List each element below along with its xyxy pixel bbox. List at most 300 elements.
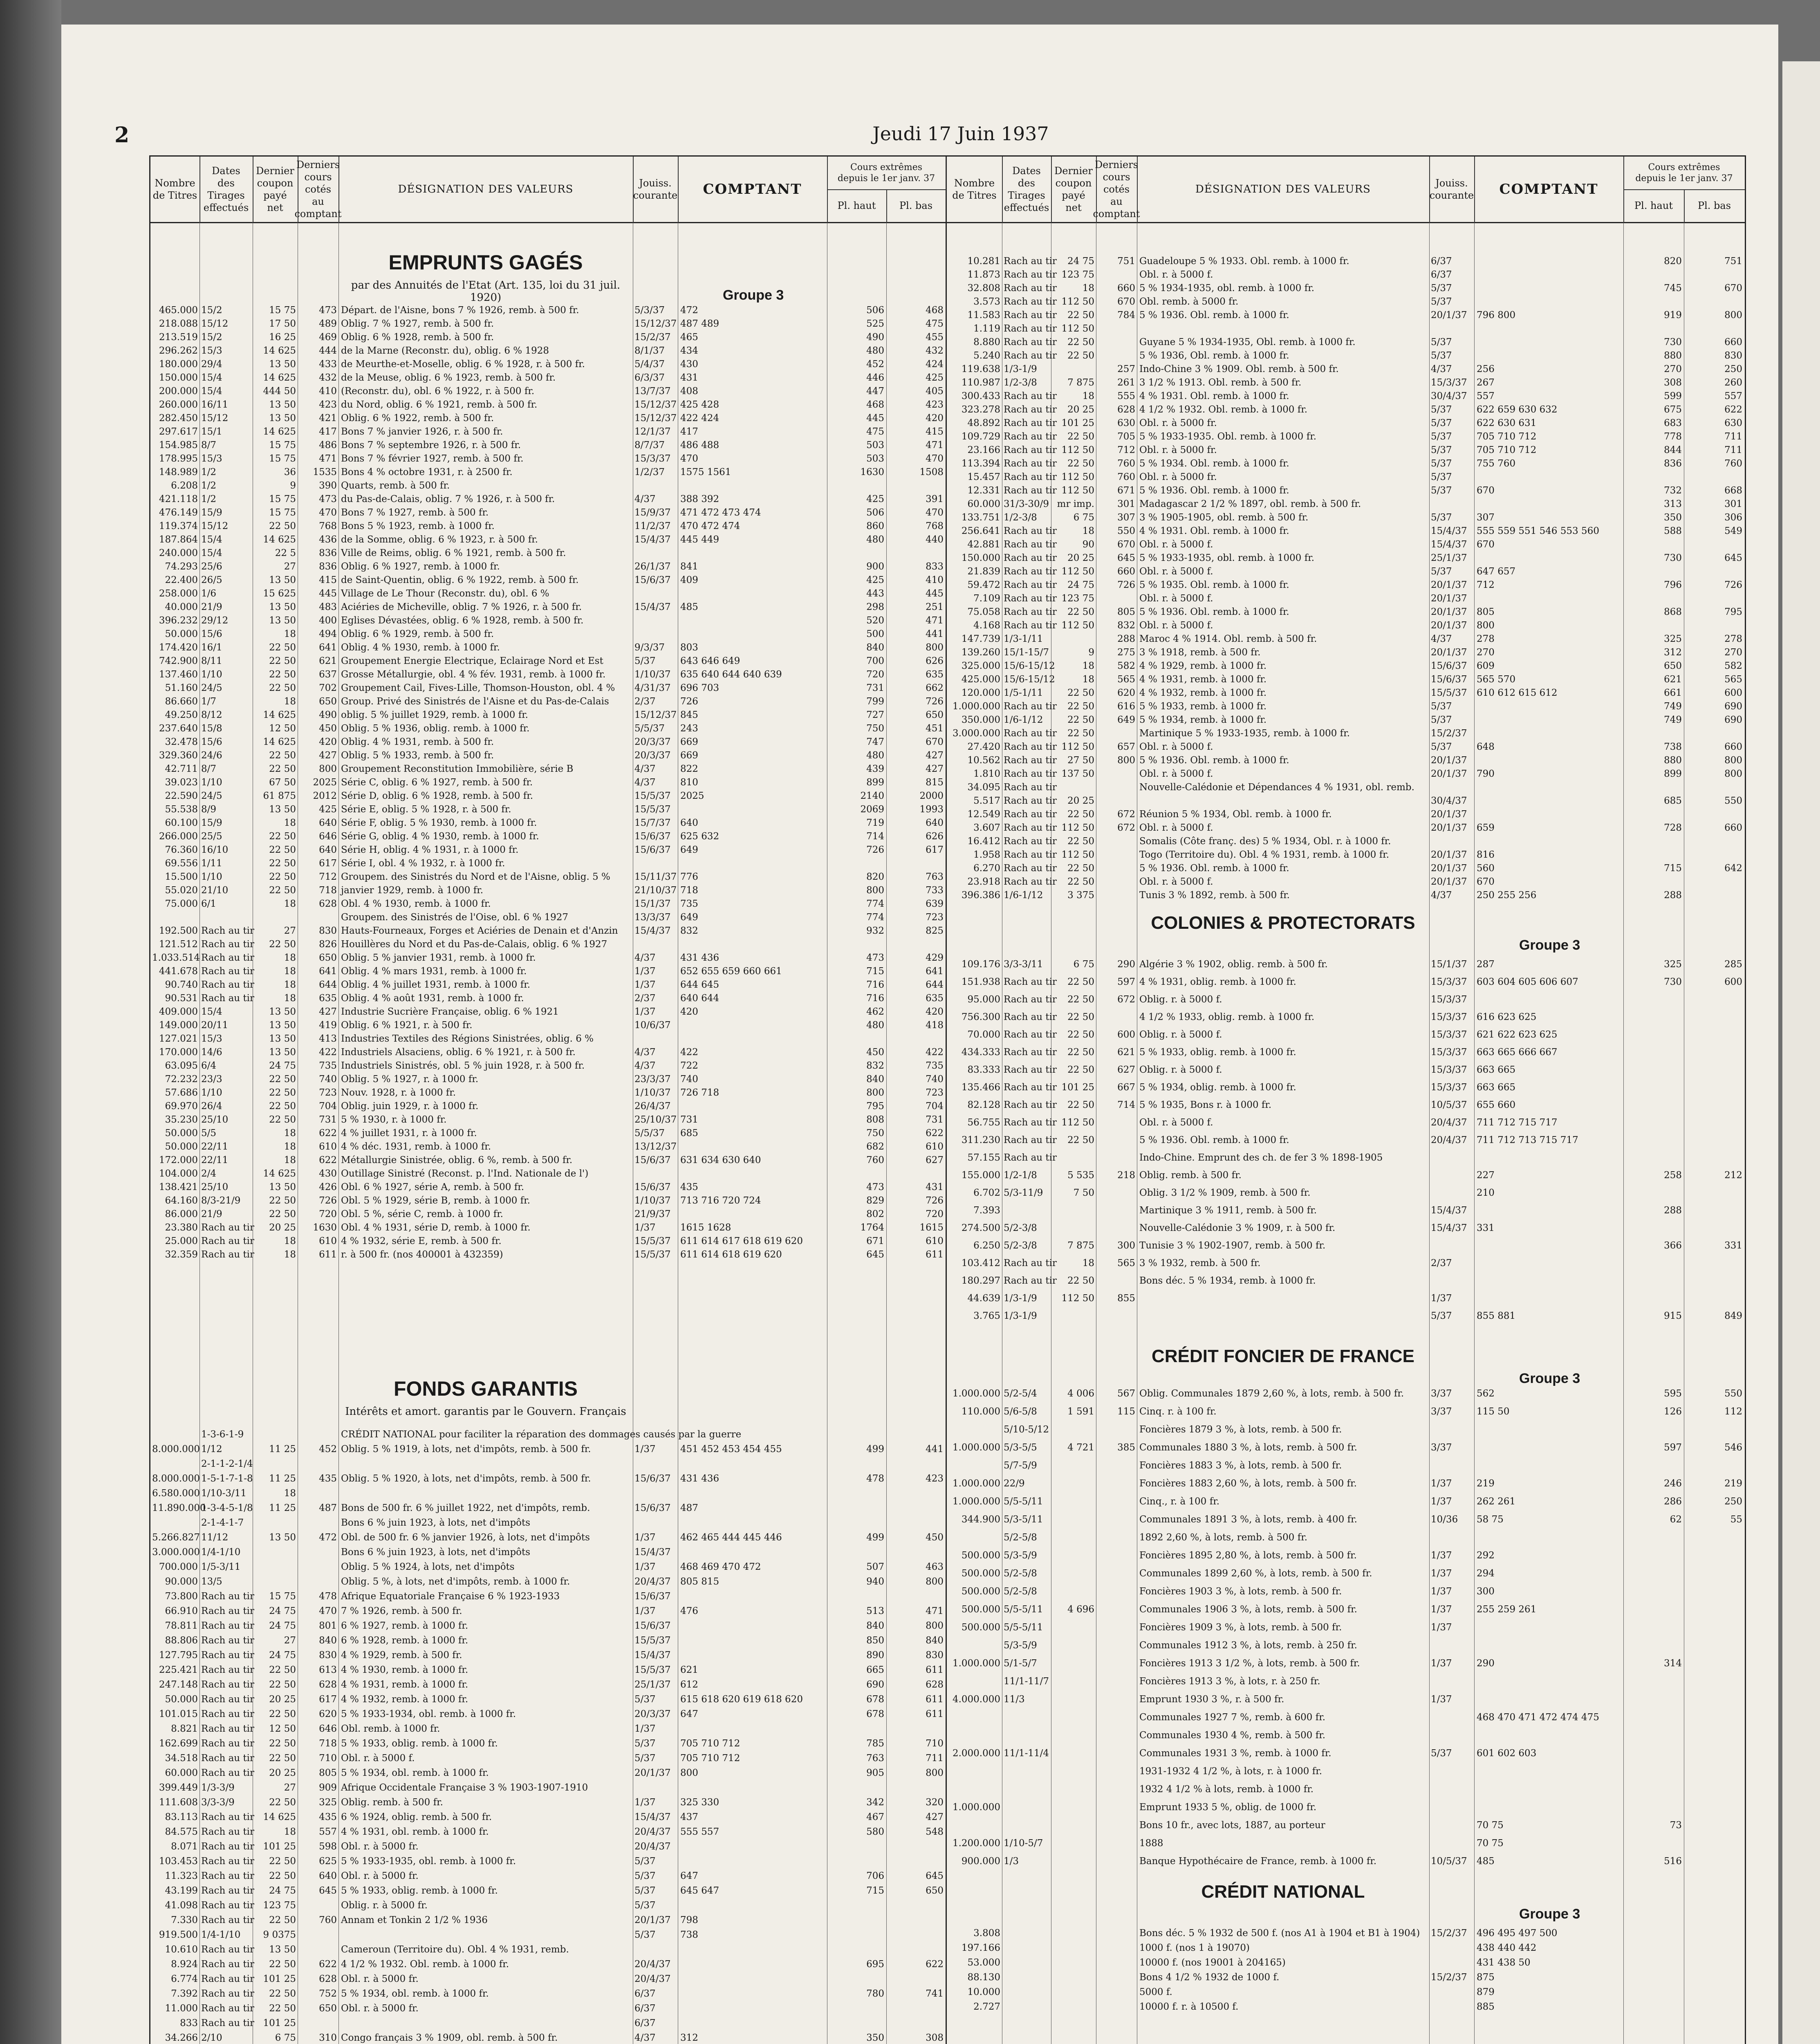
cell-plus-bas: 429 (926, 953, 944, 963)
cell-jouissance: 20/1/37 (1431, 849, 1467, 860)
cell-derniers-cours: 840 (319, 1635, 337, 1646)
cell-comptant: 796 800 (1477, 310, 1516, 320)
cell-dates-tirages: Rach au tir (1004, 350, 1057, 361)
cell-plus-bas: 470 (926, 507, 944, 518)
cell-nombre-titres: 200.000 (159, 386, 198, 397)
cell-jouissance: 5/37 (1431, 296, 1452, 307)
cell-comptant: 711 712 715 717 (1477, 1117, 1558, 1128)
cell-nombre-titres: 72.232 (165, 1074, 198, 1085)
cell-designation: 1888 (1139, 1838, 1163, 1849)
cell-plus-haut: 475 (866, 426, 884, 437)
cell-comptant: 1615 1628 (680, 1222, 731, 1233)
cell-designation: Foncières 1903 3 %, à lots, remb. à 500 fr. (1139, 1586, 1342, 1597)
cell-plus-haut: 690 (866, 1679, 884, 1690)
cell-dates-tirages: Rach au tir (1004, 310, 1057, 320)
cell-jouissance: 25/10/37 (634, 1114, 677, 1125)
cell-nombre-titres: 34.266 (165, 2033, 198, 2043)
cell-comptant: 696 703 (680, 683, 719, 693)
table-row (150, 1167, 946, 1180)
cell-plus-bas: 622 (926, 1128, 944, 1139)
table-row (150, 1855, 946, 1868)
cell-comptant: 713 716 720 724 (680, 1195, 761, 1206)
cell-designation: Bons 7 % février 1927, remb. à 500 fr. (341, 453, 524, 464)
table-row (150, 870, 946, 883)
cell-jouissance: 15/3/37 (1431, 994, 1467, 1005)
cell-designation: 5 % 1933-1934, obl. remb. à 1000 fr. (341, 1709, 516, 1719)
cell-derniers-cours: 310 (319, 2033, 337, 2043)
cell-comptant: 885 (1477, 2001, 1495, 2012)
cell-derniers-cours: 718 (319, 885, 337, 896)
cell-designation: Eglises Dévastées, oblig. 6 % 1928, remb. à 500 fr. (341, 615, 584, 626)
cell-dernier-coupon: 22 50 (1067, 1012, 1094, 1022)
cell-dates-tirages: Rach au tir (1004, 1065, 1057, 1075)
cell-dates-tirages: Rach au tir (1004, 1275, 1057, 1286)
cell-derniers-cours: 473 (319, 305, 337, 316)
cell-comptant: 711 712 713 715 717 (1477, 1135, 1578, 1145)
table-row (150, 601, 946, 614)
cell-designation: Obl. remb. à 5000 fr. (1139, 296, 1239, 307)
cell-jouissance: 20/1/37 (1431, 310, 1467, 320)
header-designation: DÉSIGNATION DES VALEURS (1137, 157, 1430, 222)
section-title-credit-national: CRÉDIT NATIONAL (1201, 1882, 1365, 1902)
cell-dates-tirages: 21/9 (201, 1209, 222, 1219)
cell-dernier-coupon: 112 50 (1061, 1293, 1094, 1304)
header-cours-extremes: Cours extrêmes depuis le 1er janv. 37 (827, 157, 946, 190)
cell-designation: Réunion 5 % 1934, Obl. remb. à 1000 fr. (1139, 809, 1332, 820)
cell-nombre-titres: 3.607 (973, 823, 1000, 833)
cell-derniers-cours: 672 (1117, 994, 1135, 1005)
cell-plus-bas: 641 (926, 966, 944, 977)
cell-dates-tirages: 31/3-30/9 (1004, 499, 1049, 509)
cell-dates-tirages: Rach au tir (1004, 296, 1057, 307)
cell-comptant: 635 640 644 640 639 (680, 669, 782, 680)
cell-nombre-titres: 7.109 (973, 593, 1000, 604)
cell-dates-tirages: Rach au tir (1004, 809, 1057, 820)
table-row (150, 1693, 946, 1706)
cell-nombre-titres: 110.000 (961, 1406, 1000, 1417)
cell-derniers-cours: 836 (319, 561, 337, 572)
cell-jouissance: 15/2/37 (1431, 1928, 1467, 1939)
cell-dates-tirages: 15/1 (201, 426, 222, 437)
cell-designation: Oblig. 4 % 1931, remb. à 500 fr. (341, 737, 494, 747)
cell-designation: de Meurthe-et-Moselle, oblig. 6 % 1928, r. à 500 fr. (341, 359, 585, 370)
cell-dates-tirages: 25/10 (201, 1114, 229, 1125)
groupe-label: Groupe 3 (1519, 1371, 1580, 1386)
table-row (947, 1169, 1745, 1182)
table-row (150, 1590, 946, 1603)
cell-nombre-titres: 1.119 (973, 323, 1000, 334)
cell-designation: Oblig. 5 %, à lots, net d'impôts, remb. à 1000 fr. (341, 1576, 570, 1587)
cell-jouissance: 15/6/37 (634, 1155, 671, 1165)
cell-dates-tirages: 29/4 (201, 359, 222, 370)
cell-plus-haut: 675 (1664, 404, 1682, 415)
cell-comptant: 485 (1477, 1856, 1495, 1867)
cell-plus-haut: 727 (866, 710, 884, 720)
cell-plus-bas: 423 (926, 399, 944, 410)
page-date: Jeudi 17 Juin 1937 (872, 123, 1049, 145)
cell-derniers-cours: 421 (319, 413, 337, 424)
cell-dernier-coupon: 444 50 (263, 386, 296, 397)
cell-comptant: 735 (680, 899, 698, 909)
table-row (150, 1005, 946, 1018)
cell-dates-tirages: 1/2 (201, 480, 217, 491)
cell-derniers-cours: 625 (319, 1856, 337, 1867)
cell-jouissance: 15/4/37 (1431, 1223, 1467, 1233)
cell-comptant: 712 (1477, 580, 1495, 590)
cell-nombre-titres: 10.281 (967, 256, 1000, 267)
cell-designation: Obl. r. à 5000 f. (1139, 742, 1213, 752)
cell-dates-tirages: 20/11 (201, 1020, 229, 1031)
cell-designation: 6 % 1927, remb. à 1000 fr. (341, 1620, 468, 1631)
cell-nombre-titres: 59.472 (967, 580, 1000, 590)
cell-designation: 10000 f. r. à 10500 f. (1139, 2001, 1239, 2012)
cell-designation: Oblig. r. à 5000 fr. (341, 1900, 428, 1911)
cell-dernier-coupon: 18 (284, 979, 296, 990)
table-row (947, 1657, 1745, 1670)
cell-designation: Nouv. 1928, r. à 1000 fr. (341, 1087, 456, 1098)
table-row (947, 268, 1745, 281)
cell-dates-tirages: Rach au tir (201, 1236, 254, 1246)
table-row (947, 498, 1745, 511)
cell-dernier-coupon: 6 75 (1073, 959, 1094, 970)
cell-plus-haut: 425 (866, 575, 884, 585)
cell-dernier-coupon: 22 50 (269, 1915, 296, 1925)
cell-nombre-titres: 700.000 (159, 1562, 198, 1572)
cell-comptant: 603 604 605 606 607 (1477, 977, 1578, 987)
cell-comptant: 485 (680, 602, 698, 612)
cell-comptant: 471 472 473 474 (680, 507, 761, 518)
cell-designation: Obl. remb. à 1000 fr. (341, 1724, 440, 1734)
cell-designation: Groupem. des Sinistrés de l'Oise, obl. 6 % 1927 (341, 912, 569, 923)
cell-designation: CRÉDIT NATIONAL pour faciliter la réparation des dommages causés par la guerre (341, 1429, 742, 1440)
cell-comptant: 669 (680, 750, 698, 761)
cell-nombre-titres: 88.130 (967, 1972, 1000, 1983)
table-row (150, 1619, 946, 1632)
cell-dates-tirages: Rach au tir (201, 1974, 254, 1984)
cell-dernier-coupon: 9 (1088, 647, 1094, 658)
cell-designation: Communales 1930 4 %, remb. à 500 fr. (1139, 1730, 1326, 1741)
cell-dernier-coupon: 24 75 (1067, 256, 1094, 267)
cell-plus-haut: 780 (866, 1988, 884, 1999)
cell-nombre-titres: 88.806 (165, 1635, 198, 1646)
cell-comptant: 435 (680, 1182, 698, 1192)
cell-plus-bas: 260 (1724, 377, 1742, 388)
cell-dates-tirages: 5/10-5/12 (1004, 1424, 1049, 1435)
cell-comptant: 643 646 649 (680, 656, 740, 666)
facing-page-edge (1782, 61, 1820, 2044)
cell-plus-bas: 471 (926, 615, 944, 626)
cell-derniers-cours: 611 (319, 1249, 337, 1260)
cell-plus-bas: 546 (1724, 1442, 1742, 1453)
table-row (947, 1765, 1745, 1778)
table-row (947, 578, 1745, 592)
cell-derniers-cours: 385 (1117, 1442, 1135, 1453)
cell-designation: 4 % 1930, remb. à 1000 fr. (341, 1665, 468, 1675)
cell-derniers-cours: 435 (319, 1812, 337, 1822)
cell-derniers-cours: 470 (319, 1606, 337, 1616)
cell-plus-bas: 660 (1724, 823, 1742, 833)
table-row (150, 1487, 946, 1500)
table-row (947, 1819, 1745, 1832)
cell-plus-haut: 507 (866, 1562, 884, 1572)
cell-plus-haut: 932 (866, 926, 884, 936)
cell-dates-tirages: 5/2-3/8 (1004, 1223, 1037, 1233)
cell-nombre-titres: 60.100 (165, 818, 198, 828)
cell-jouissance: 15/4/37 (1431, 526, 1467, 536)
cell-jouissance: 4/37 (634, 2033, 656, 2043)
cell-plus-haut: 2069 (860, 804, 884, 815)
table-row (150, 911, 946, 924)
cell-nombre-titres: 260.000 (159, 399, 198, 410)
cell-dernier-coupon: 13 50 (269, 413, 296, 424)
table-row (150, 1825, 946, 1838)
cell-plus-bas: 723 (926, 912, 944, 923)
cell-jouissance: 5/37 (634, 1694, 656, 1705)
cell-jouissance: 15/2/37 (1431, 1972, 1467, 1983)
cell-dates-tirages: 15/12 (201, 318, 229, 329)
table-row (150, 533, 946, 546)
table-row (947, 1116, 1745, 1129)
cell-nombre-titres: 8.880 (973, 337, 1000, 347)
cell-plus-haut: 621 (1664, 674, 1682, 685)
cell-plus-bas: 1993 (919, 804, 944, 815)
cell-plus-bas: 800 (1724, 755, 1742, 766)
cell-designation: Indo-Chine. Emprunt des ch. de fer 3 % 1898-1905 (1139, 1152, 1383, 1163)
cell-derniers-cours: 640 (319, 1871, 337, 1881)
cell-plus-haut: 732 (1664, 485, 1682, 496)
table-row (947, 1274, 1745, 1287)
cell-comptant: 409 (680, 575, 698, 585)
cell-nombre-titres: 500.000 (961, 1622, 1000, 1633)
table-row (947, 538, 1745, 551)
cell-dates-tirages: 16/1 (201, 642, 222, 653)
cell-designation: 5 % 1936, Obl. remb. à 1000 fr. (1139, 350, 1289, 361)
cell-derniers-cours: 760 (1117, 458, 1135, 469)
cell-derniers-cours: 628 (319, 1974, 337, 1984)
cell-designation: Oblig. 6 % 1929, remb. à 500 fr. (341, 629, 494, 639)
cell-dernier-coupon: 14 625 (263, 372, 296, 383)
table-row (947, 1639, 1745, 1652)
cell-plus-haut: 520 (866, 615, 884, 626)
cell-jouissance: 15/4/37 (1431, 1205, 1467, 1216)
cell-nombre-titres: 149.000 (159, 1020, 198, 1031)
cell-plus-haut: 785 (866, 1738, 884, 1749)
cell-plus-bas: 331 (1724, 1240, 1742, 1251)
cell-derniers-cours: 800 (1117, 755, 1135, 766)
cell-dates-tirages: 5/5-5/11 (1004, 1622, 1043, 1633)
cell-dates-tirages: 15/2 (201, 305, 222, 316)
header-dernier-coupon: Dernier coupon payé net (253, 157, 298, 222)
cell-dernier-coupon: 112 50 (1061, 742, 1094, 752)
cell-dernier-coupon: 17 50 (269, 318, 296, 329)
cell-comptant: 431 438 50 (1477, 1957, 1531, 1968)
cell-derniers-cours: 720 (319, 1209, 337, 1219)
cell-designation: Oblig. 6 % 1927, remb. à 1000 fr. (341, 561, 500, 572)
table-row (150, 1752, 946, 1765)
cell-designation: Industrie Sucrière Française, oblig. 6 % 1921 (341, 1006, 559, 1017)
cell-designation: Obl. r. à 5000 f. (1139, 769, 1213, 779)
cell-plus-haut: 685 (1664, 796, 1682, 806)
table-row (947, 1477, 1745, 1490)
table-row (947, 1941, 1745, 1954)
cell-jouissance: 15/12/37 (634, 399, 677, 410)
cell-dates-tirages: 13/5 (201, 1576, 222, 1587)
cell-nombre-titres: 282.450 (159, 413, 198, 424)
cell-derniers-cours: 1535 (313, 467, 337, 477)
cell-dernier-coupon: 22 50 (1067, 607, 1094, 617)
cell-plus-bas: 733 (926, 885, 944, 896)
cell-derniers-cours: 702 (319, 683, 337, 693)
cell-dates-tirages: Rach au tir (1004, 458, 1057, 469)
cell-comptant: 622 659 630 632 (1477, 404, 1558, 415)
cell-dernier-coupon: 6 75 (275, 2033, 296, 2043)
cell-nombre-titres: 5.517 (973, 796, 1000, 806)
cell-dernier-coupon: 15 75 (269, 453, 296, 464)
cell-nombre-titres: 35.230 (165, 1114, 198, 1125)
cell-jouissance: 5/37 (1431, 458, 1452, 469)
table-row (150, 722, 946, 735)
cell-derniers-cours: 646 (319, 831, 337, 842)
cell-designation: Aciéries de Micheville, oblig. 7 % 1926, r. à 500 fr. (341, 602, 582, 612)
cell-comptant: 705 710 712 (1477, 445, 1537, 455)
cell-dates-tirages: 24/6 (201, 750, 222, 761)
cell-dates-tirages: 6/1 (201, 899, 217, 909)
cell-nombre-titres: 465.000 (159, 305, 198, 316)
cell-plus-bas: 830 (1724, 350, 1742, 361)
cell-nombre-titres: 3.765 (973, 1311, 1000, 1321)
table-row (947, 700, 1745, 713)
table-row (947, 1693, 1745, 1706)
cell-jouissance: 15/5/37 (634, 804, 671, 815)
cell-jouissance: 15/4/37 (634, 1650, 671, 1661)
cell-dernier-coupon: 22 50 (1067, 836, 1094, 847)
cell-nombre-titres: 121.512 (159, 939, 198, 950)
cell-comptant: 307 (1477, 512, 1495, 523)
cell-dernier-coupon: 27 (284, 1782, 296, 1793)
cell-designation: Foncières 1895 2,80 %, à lots, remb. à 500 fr. (1139, 1550, 1357, 1561)
cell-plus-bas: 451 (926, 723, 944, 734)
cell-dernier-coupon: 22 50 (1067, 350, 1094, 361)
cell-jouissance: 25/1/37 (1431, 553, 1467, 563)
cell-comptant: 731 (680, 1114, 698, 1125)
cell-plus-haut: 899 (1664, 769, 1682, 779)
cell-comptant: 487 489 (680, 318, 719, 329)
cell-dates-tirages: Rach au tir (1004, 323, 1057, 334)
cell-derniers-cours: 768 (319, 521, 337, 531)
cell-designation: 5 % 1933, oblig. remb. à 1000 fr. (1139, 1047, 1296, 1058)
book-binding (0, 0, 61, 2044)
cell-jouissance: 15/6/37 (634, 1591, 671, 1602)
cell-nombre-titres: 500.000 (961, 1586, 1000, 1597)
cell-dates-tirages: 22/11 (201, 1155, 229, 1165)
cell-comptant: 612 (680, 1679, 698, 1690)
cell-plus-bas: 445 (926, 588, 944, 599)
cell-dates-tirages: Rach au tir (201, 1222, 254, 1233)
cell-dates-tirages: Rach au tir (1004, 607, 1057, 617)
cell-dates-tirages: Rach au tir (201, 953, 254, 963)
cell-designation: 5 % 1934, obl. remb. à 1000 fr. (341, 1988, 489, 1999)
cell-derniers-cours: 650 (319, 696, 337, 707)
cell-comptant: 476 (680, 1606, 698, 1616)
cell-derniers-cours: 760 (319, 1915, 337, 1925)
cell-plus-bas: 690 (1724, 715, 1742, 725)
cell-dates-tirages: 22/11 (201, 1141, 229, 1152)
cell-comptant: 287 (1477, 959, 1495, 970)
table-row (947, 471, 1745, 484)
cell-jouissance: 15/6/37 (1431, 661, 1467, 671)
cell-jouissance: 15/11/37 (634, 872, 677, 882)
table-row (947, 1927, 1745, 1940)
cell-plus-haut: 750 (866, 723, 884, 734)
cell-plus-bas: 726 (1724, 580, 1742, 590)
cell-dates-tirages: 15/8 (201, 723, 222, 734)
table-row (150, 1032, 946, 1045)
cell-plus-haut: 298 (866, 602, 884, 612)
cell-dates-tirages: 3/3-3/9 (201, 1797, 235, 1808)
cell-designation: Série I, obl. 4 % 1932, r. à 1000 fr. (341, 858, 505, 869)
cell-jouissance: 20/1/37 (1431, 809, 1467, 820)
cell-comptant: 312 (680, 2033, 698, 2043)
cell-dates-tirages: Rach au tir (1004, 796, 1057, 806)
cell-dernier-coupon: 22 50 (1067, 1065, 1094, 1075)
cell-jouissance: 13/3/37 (634, 912, 671, 923)
cell-designation: Oblig. 4 % mars 1931, remb. à 1000 fr. (341, 966, 527, 977)
cell-jouissance: 15/7/37 (634, 818, 671, 828)
cell-nombre-titres: 476.149 (159, 507, 198, 518)
cell-dernier-coupon: 13 50 (269, 575, 296, 585)
cell-plus-haut: 832 (866, 1060, 884, 1071)
cell-comptant: 670 (1477, 539, 1495, 550)
cell-dates-tirages: 1/10 (201, 669, 222, 680)
cell-nombre-titres: 187.864 (159, 534, 198, 545)
cell-plus-bas: 630 (1724, 418, 1742, 428)
cell-nombre-titres: 297.617 (159, 426, 198, 437)
cell-dates-tirages: Rach au tir (1004, 472, 1057, 482)
cell-designation: Foncières 1913 3 1/2 %, à lots, remb. à 500 fr. (1139, 1658, 1360, 1669)
cell-plus-bas: 422 (926, 1047, 944, 1058)
cell-nombre-titres: 396.386 (961, 890, 1000, 901)
cell-derniers-cours: 422 (319, 1047, 337, 1058)
cell-dates-tirages: 1-3-4-5-1/8 (201, 1503, 253, 1513)
cell-plus-haut: 840 (866, 1620, 884, 1631)
cell-derniers-cours: 432 (319, 372, 337, 383)
cell-dates-tirages: 2-1-4-1-7 (201, 1517, 244, 1528)
table-row (150, 1502, 946, 1515)
cell-plus-haut: 480 (866, 345, 884, 356)
cell-plus-haut: 126 (1664, 1406, 1682, 1417)
cell-jouissance: 5/37 (1431, 701, 1452, 712)
cell-plus-haut: 778 (1664, 431, 1682, 442)
header-designation: DÉSIGNATION DES VALEURS (338, 157, 634, 222)
cell-plus-bas: 582 (1724, 661, 1742, 671)
cell-derniers-cours: 671 (1117, 485, 1135, 496)
section-title-fonds-garantis: FONDS GARANTIS (394, 1377, 578, 1400)
cell-nombre-titres: 1.200.000 (952, 1838, 1000, 1849)
cell-plus-haut: 258 (1664, 1170, 1682, 1181)
table-row (947, 565, 1745, 578)
table-row (150, 789, 946, 802)
cell-nombre-titres: 1.000.000 (952, 1478, 1000, 1489)
cell-derniers-cours: 610 (319, 1236, 337, 1246)
cell-dates-tirages: Rach au tir (1004, 553, 1057, 563)
cell-comptant: 470 472 474 (680, 521, 740, 531)
cell-comptant: 557 (1477, 391, 1495, 401)
cell-dernier-coupon: 27 (284, 1635, 296, 1646)
cell-dernier-coupon: 22 50 (1067, 809, 1094, 820)
cell-dernier-coupon: 1 591 (1067, 1406, 1094, 1417)
cell-dates-tirages: Rach au tir (1004, 823, 1057, 833)
table-row (150, 1928, 946, 1941)
